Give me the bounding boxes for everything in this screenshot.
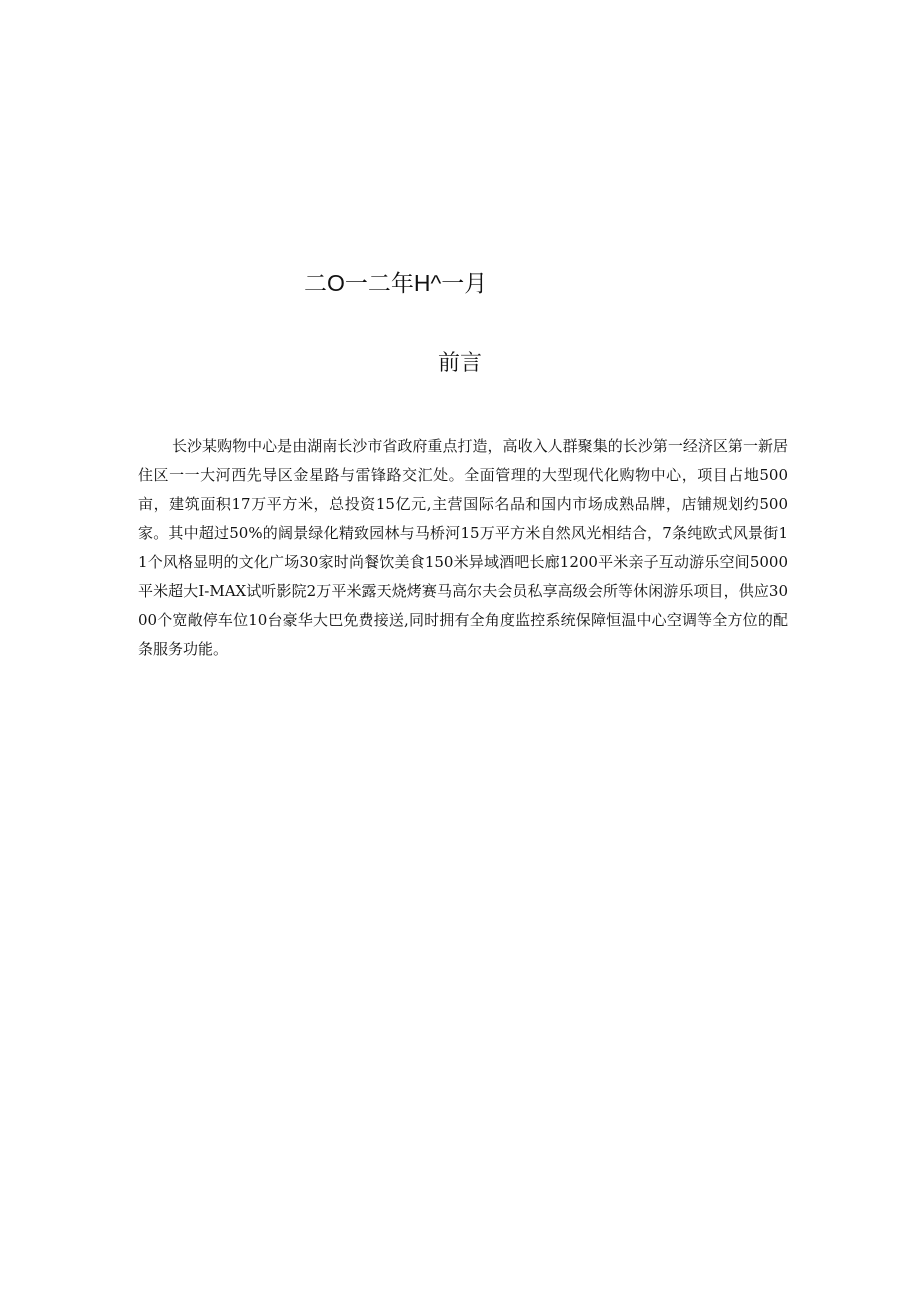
date-line: 二O一二年H^一月 [304,270,488,296]
section-title: 前言 [437,351,482,376]
body-paragraph: 长沙某购物中心是由湖南长沙市省政府重点打造，高收入人群聚集的长沙第一经济区第一新居住区一一大河西先导区金星路与雷锋路交汇处。全面管理的大型现代化购物中心，项目占地500亩，建筑面积17万平方米，总投资15亿元,主营国际名品和国内市场成熟品牌，店铺规划约500家。其中超过50%的阔景绿化精致园林与马桥河15万平方米自然风光相结合，7条纯欧式风景街11个风格显明的文化广场30家时尚餐饮美食150米异域酒吧长廊1200平米亲子互动游乐空间5000平米超大I-MAX试听影院2万平米露天烧烤赛马高尔夫会员私享高级会所等休闲游乐项目，供应3000个宽敞停车位10台豪华大巴免费接送,同时拥有全角度监控系统保障恒温中心空调等全方位的配条服务功能。 [138,437,788,658]
